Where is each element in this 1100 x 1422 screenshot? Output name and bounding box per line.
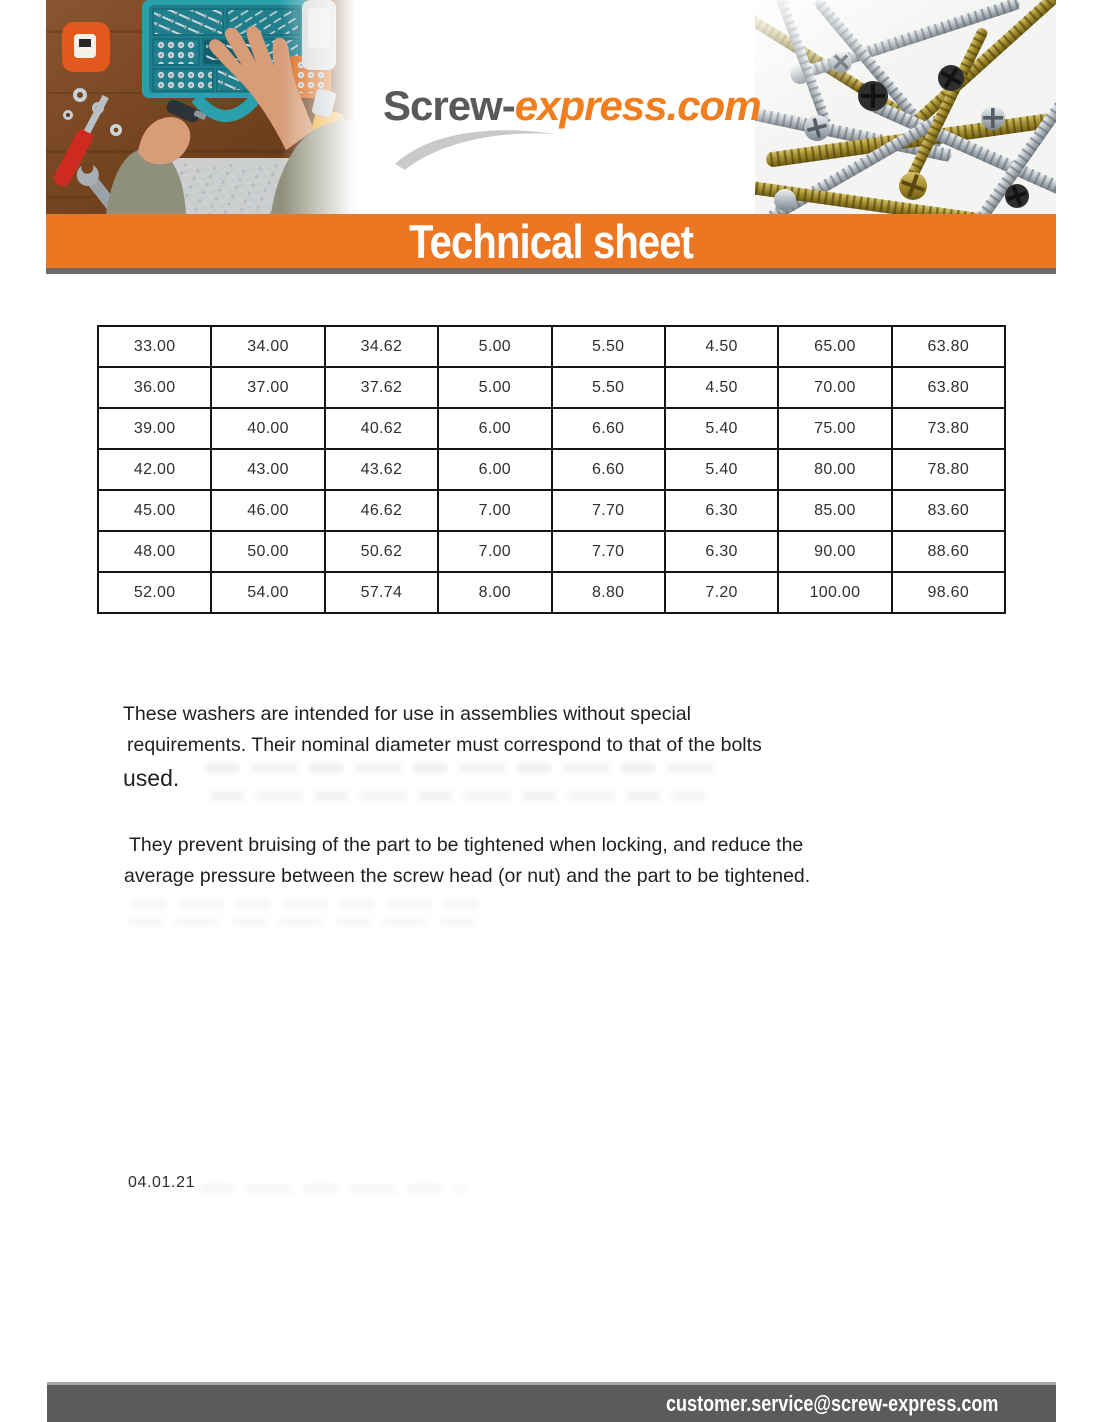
table-cell: 57.74 xyxy=(325,572,438,613)
table-row xyxy=(98,326,1005,367)
ghost-text-artifact xyxy=(210,791,705,801)
table-cell: 73.80 xyxy=(892,408,1005,449)
paragraph-line: average pressure between the screw head (or nut) and the part to be tightened. xyxy=(124,865,811,887)
logo-suffix: express.com xyxy=(514,82,761,129)
dimensions-table xyxy=(97,325,1006,614)
table-cell: 88.60 xyxy=(892,531,1005,572)
table-cell: 83.60 xyxy=(892,490,1005,531)
customer-service-email: customer.service@screw-express.com xyxy=(665,1390,998,1416)
ghost-text-artifact xyxy=(200,1184,465,1194)
paragraph-line: These washers are intended for use in assemblies without special xyxy=(123,703,691,725)
table-cell: 52.00 xyxy=(98,572,211,613)
table-cell: 36.00 xyxy=(98,367,211,408)
table-cell: 75.00 xyxy=(778,408,891,449)
table-cell: 63.80 xyxy=(892,326,1005,367)
table-row xyxy=(98,490,1005,531)
title-banner xyxy=(46,214,1056,268)
screws-pile-photo xyxy=(755,0,1056,214)
table-cell: 50.00 xyxy=(211,531,324,572)
table-cell: 34.62 xyxy=(325,326,438,367)
table-cell: 80.00 xyxy=(778,449,891,490)
table-cell: 40.00 xyxy=(211,408,324,449)
table-cell: 7.00 xyxy=(438,490,551,531)
table-cell: 4.50 xyxy=(665,326,778,367)
table-cell: 63.80 xyxy=(892,367,1005,408)
table-cell: 39.00 xyxy=(98,408,211,449)
table-row xyxy=(98,367,1005,408)
photo-fade xyxy=(281,0,355,214)
photo-fade xyxy=(755,0,1056,214)
table-cell: 6.00 xyxy=(438,449,551,490)
ghost-text-artifact xyxy=(205,763,720,773)
table-cell: 6.30 xyxy=(665,490,778,531)
table-row xyxy=(98,572,1005,613)
table-cell: 100.00 xyxy=(778,572,891,613)
table-cell: 5.40 xyxy=(665,408,778,449)
table-cell: 7.70 xyxy=(552,490,665,531)
table-cell: 6.60 xyxy=(552,408,665,449)
footer-bar xyxy=(47,1382,1056,1422)
table-row xyxy=(98,408,1005,449)
table-cell: 6.30 xyxy=(665,531,778,572)
table-cell: 8.00 xyxy=(438,572,551,613)
table-cell: 54.00 xyxy=(211,572,324,613)
table-cell: 45.00 xyxy=(98,490,211,531)
page-title: Technical sheet xyxy=(408,214,694,268)
table-cell: 37.00 xyxy=(211,367,324,408)
revision-date: 04.01.21 xyxy=(128,1174,196,1191)
table-cell: 90.00 xyxy=(778,531,891,572)
ghost-text-artifact xyxy=(128,917,488,927)
description-paragraph-2 xyxy=(124,830,811,892)
table-cell: 6.00 xyxy=(438,408,551,449)
brand-logo xyxy=(383,82,761,130)
paragraph-line: requirements. Their nominal diameter must correspond to that of the bolts xyxy=(127,734,762,756)
tape-measure xyxy=(62,22,110,72)
table-cell: 7.20 xyxy=(665,572,778,613)
table-cell: 5.00 xyxy=(438,367,551,408)
table-cell: 34.00 xyxy=(211,326,324,367)
table-cell: 33.00 xyxy=(98,326,211,367)
logo-prefix: Screw- xyxy=(383,82,515,129)
banner-underline xyxy=(46,268,1056,274)
table-cell: 46.62 xyxy=(325,490,438,531)
table-cell: 6.60 xyxy=(552,449,665,490)
paragraph-line: used. xyxy=(123,765,180,791)
table-cell: 43.00 xyxy=(211,449,324,490)
paragraph-line: They prevent bruising of the part to be tightened when locking, and reduce the xyxy=(129,834,804,856)
workbench-photo-illustration xyxy=(46,0,355,214)
table-cell: 42.00 xyxy=(98,449,211,490)
table-cell: 5.50 xyxy=(552,367,665,408)
table-cell: 4.50 xyxy=(665,367,778,408)
table-row xyxy=(98,531,1005,572)
table-cell: 78.80 xyxy=(892,449,1005,490)
table-row xyxy=(98,449,1005,490)
screws-pile-illustration xyxy=(755,0,1056,214)
table-cell: 50.62 xyxy=(325,531,438,572)
table-cell: 70.00 xyxy=(778,367,891,408)
table-cell: 65.00 xyxy=(778,326,891,367)
table-cell: 98.60 xyxy=(892,572,1005,613)
workbench-photo xyxy=(46,0,355,214)
table-cell: 46.00 xyxy=(211,490,324,531)
table-cell: 7.00 xyxy=(438,531,551,572)
table-cell: 43.62 xyxy=(325,449,438,490)
table-cell: 37.62 xyxy=(325,367,438,408)
table-cell: 40.62 xyxy=(325,408,438,449)
table-cell: 7.70 xyxy=(552,531,665,572)
table-cell: 5.00 xyxy=(438,326,551,367)
description-paragraph-1 xyxy=(123,699,762,795)
table-cell: 85.00 xyxy=(778,490,891,531)
table-cell: 8.80 xyxy=(552,572,665,613)
table-cell: 5.40 xyxy=(665,449,778,490)
ghost-text-artifact xyxy=(133,899,488,909)
table-cell: 5.50 xyxy=(552,326,665,367)
logo-swoosh xyxy=(391,126,561,172)
table-cell: 48.00 xyxy=(98,531,211,572)
